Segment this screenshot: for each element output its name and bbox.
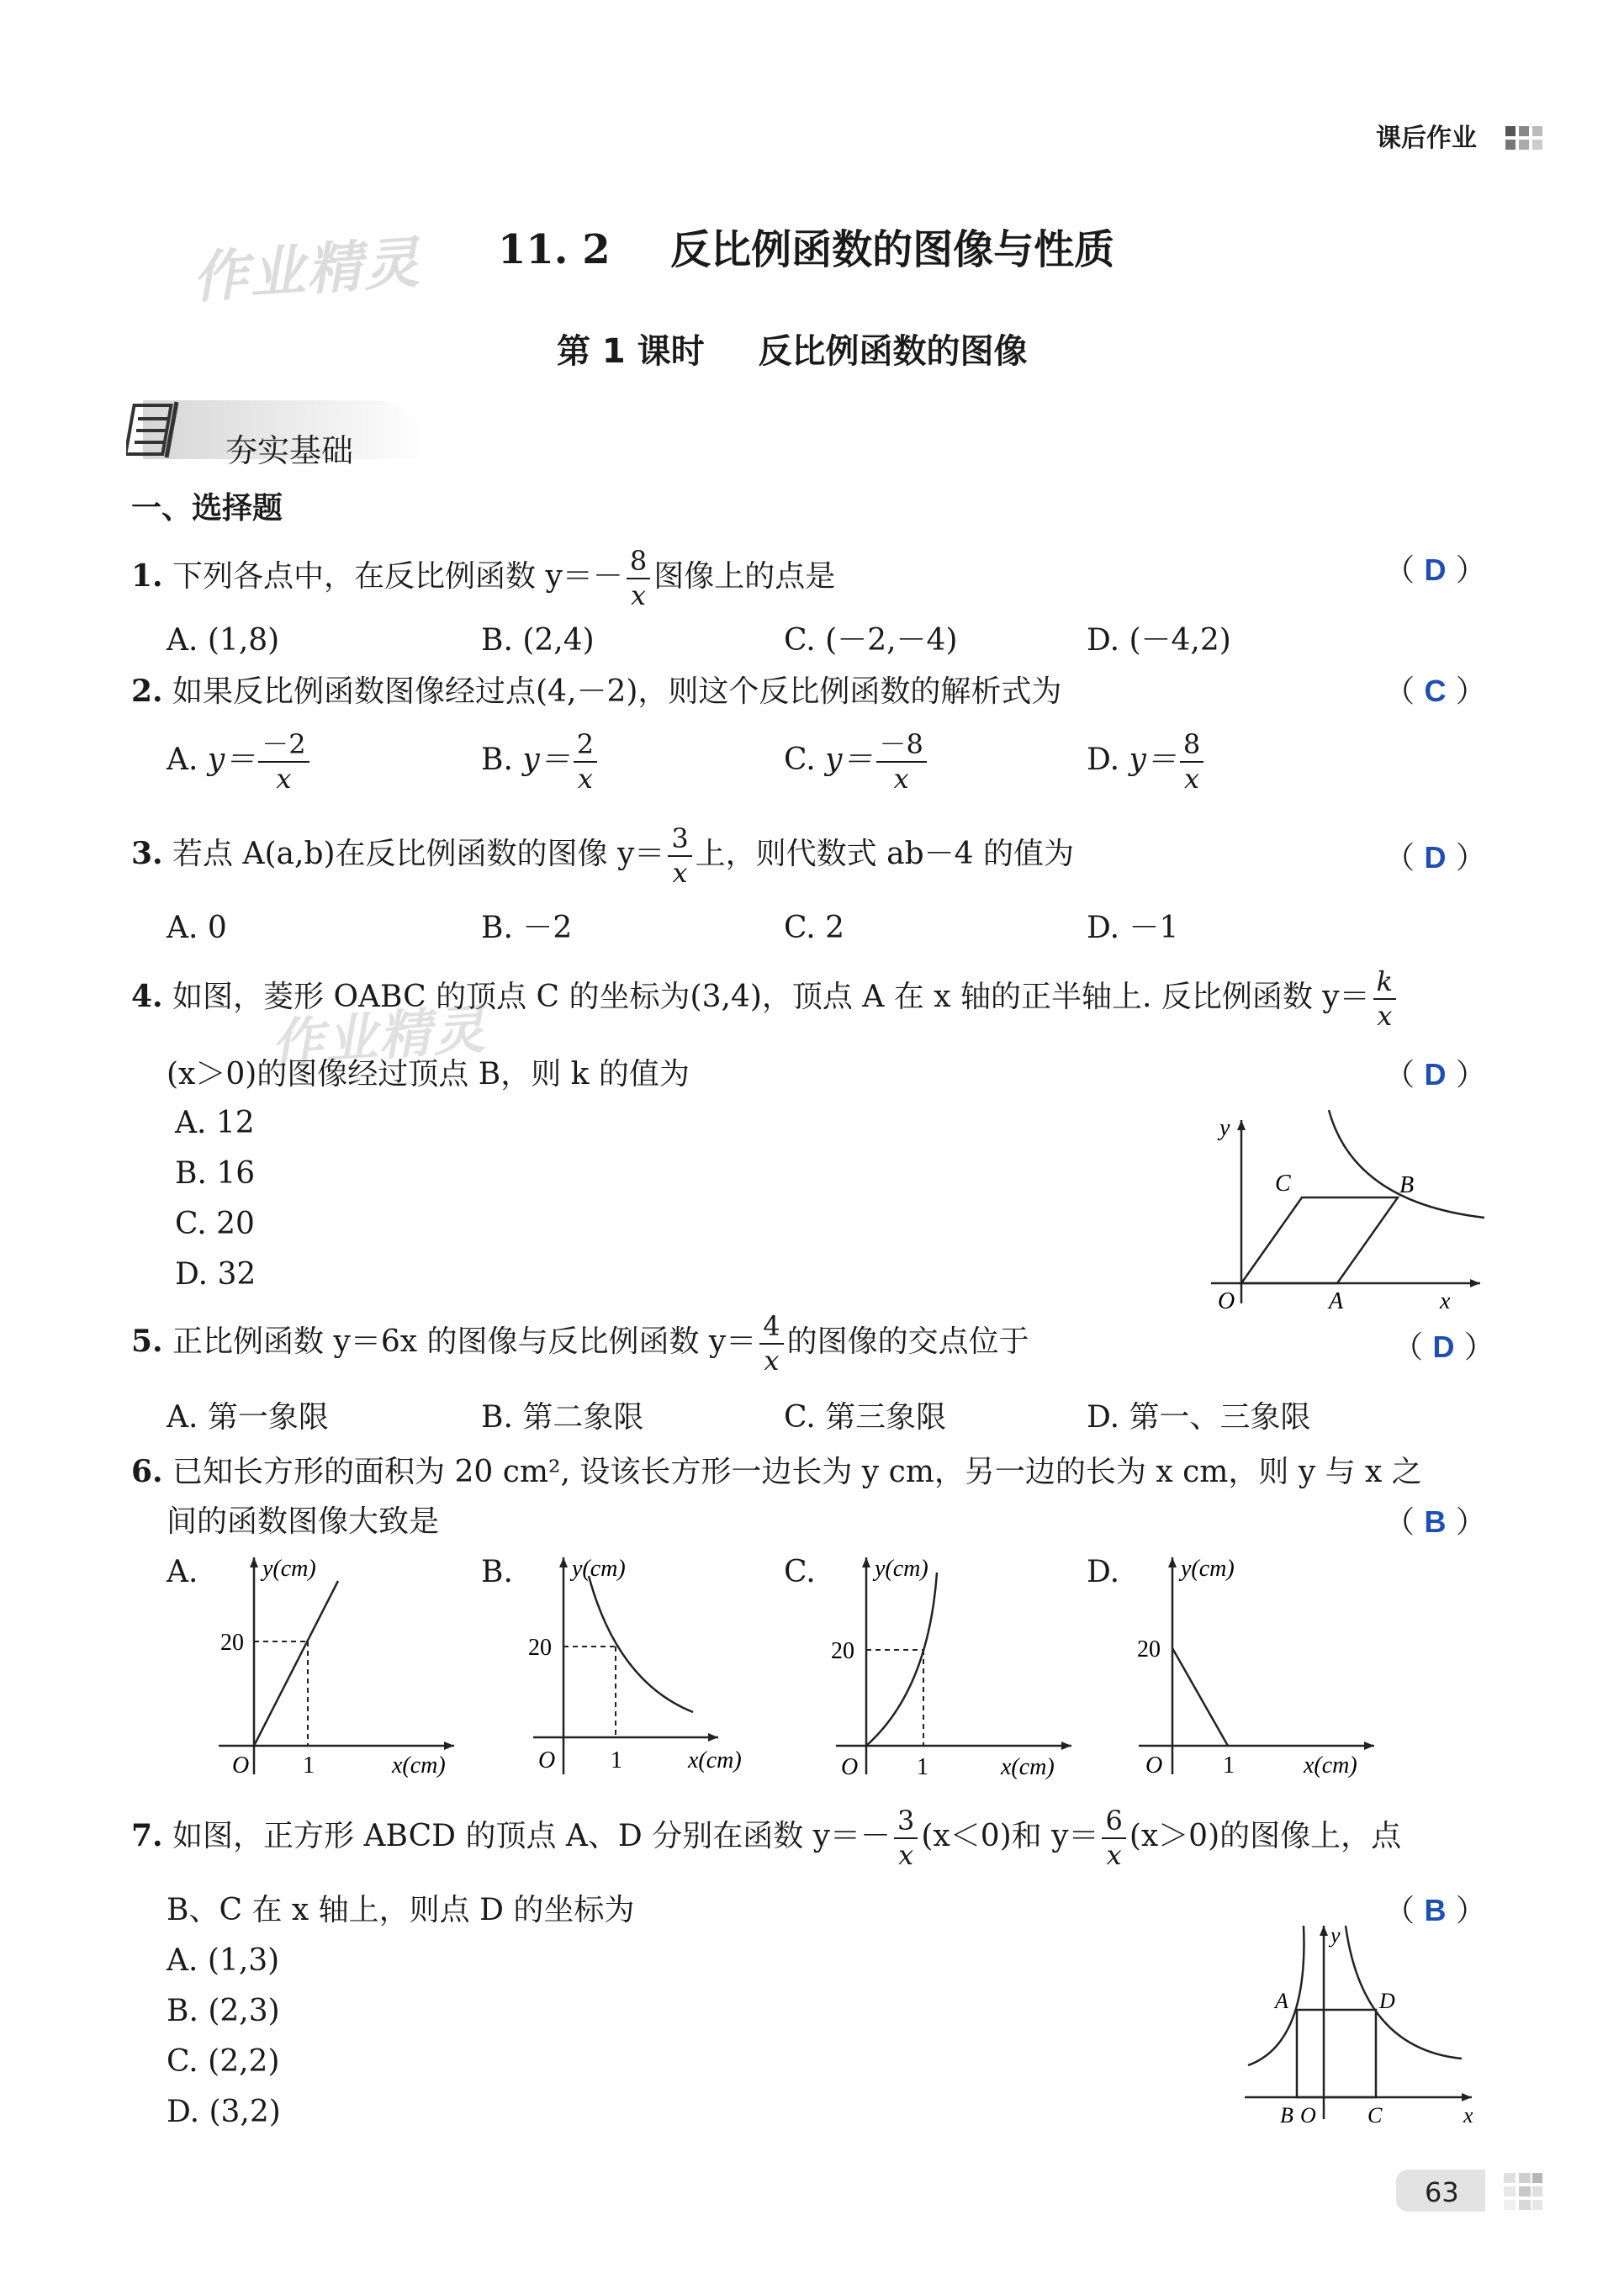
q1-option-d: D. (－4,2) bbox=[1087, 623, 1231, 658]
q6-graph-c bbox=[819, 1547, 1088, 1783]
q4-label-a: A bbox=[1329, 1288, 1344, 1314]
q1-option-c: C. (－2,－4) bbox=[784, 623, 958, 658]
q6-option-b-letter: B. bbox=[481, 1555, 513, 1589]
question-6: 6. 已知长方形的面积为 20 cm², 设该长方形一边长为 y cm，另一边的长为 x cm，则 y 与 x 之 bbox=[131, 1454, 1422, 1489]
svg-text:A: A bbox=[1275, 1989, 1288, 2013]
q3-option-d: D. －1 bbox=[1087, 911, 1179, 945]
q7-figure bbox=[1236, 1917, 1489, 2128]
q5-option-b: B. 第二象限 bbox=[481, 1400, 644, 1435]
q4-label-x: x bbox=[1440, 1288, 1451, 1314]
svg-text:O: O bbox=[841, 1754, 859, 1780]
svg-text:D: D bbox=[1379, 1989, 1395, 2013]
svg-text:20: 20 bbox=[528, 1635, 552, 1661]
question-1: 1. 下列各点中，在反比例函数 y＝－ $\frac{8}{x}$ 图像上的点是 bbox=[131, 545, 836, 612]
q2-option-d: D. y＝ $\frac{8}{x}$ bbox=[1087, 730, 1207, 794]
answer-7: （ B ） bbox=[1384, 1893, 1486, 1928]
q5-option-c: C. 第三象限 bbox=[784, 1400, 947, 1435]
q4-label-o: O bbox=[1218, 1288, 1235, 1314]
q5-option-d: D. 第一、三象限 bbox=[1087, 1400, 1311, 1435]
q2-option-b: B. y＝ $\frac{2}{x}$ bbox=[481, 730, 600, 794]
q6-graph-d bbox=[1122, 1547, 1391, 1783]
q3-option-b: B. －2 bbox=[481, 911, 573, 945]
q7-option-d: D. (3,2) bbox=[167, 2095, 281, 2129]
svg-text:C: C bbox=[1367, 2103, 1383, 2128]
question-4-line2: (x＞0)的图像经过顶点 B，则 k 的值为 bbox=[167, 1057, 690, 1092]
answer-5: （ D ） bbox=[1393, 1329, 1494, 1365]
q7-option-c: C. (2,2) bbox=[167, 2044, 280, 2079]
q6-graph-a bbox=[202, 1547, 471, 1783]
svg-text:x: x bbox=[1463, 2103, 1473, 2128]
q4-option-d: D. 32 bbox=[175, 1257, 257, 1292]
svg-text:y(cm): y(cm) bbox=[262, 1556, 316, 1582]
svg-text:O: O bbox=[1300, 2103, 1316, 2128]
q6-graph-b bbox=[516, 1547, 786, 1783]
watermark-top: 作业精灵 bbox=[190, 230, 423, 311]
q4-label-b: B bbox=[1399, 1172, 1415, 1198]
svg-text:y(cm): y(cm) bbox=[1181, 1556, 1235, 1582]
svg-text:y(cm): y(cm) bbox=[572, 1556, 626, 1582]
header-grid-icon bbox=[1505, 126, 1546, 151]
q6-option-c-letter: C. bbox=[784, 1555, 816, 1589]
banner-label: 夯实基础 bbox=[225, 432, 354, 469]
q3-option-a: A. 0 bbox=[167, 911, 227, 945]
q4-option-b: B. 16 bbox=[175, 1156, 256, 1191]
question-2: 2. 如果反比例函数图像经过点(4,－2)，则这个反比例函数的解析式为 bbox=[131, 674, 1062, 709]
q4-option-a: A. 12 bbox=[175, 1106, 255, 1140]
q7-option-a: A. (1,3) bbox=[167, 1943, 280, 1978]
q4-label-y: y bbox=[1219, 1115, 1230, 1141]
svg-text:20: 20 bbox=[831, 1638, 854, 1664]
svg-text:20: 20 bbox=[220, 1630, 244, 1656]
svg-text:x(cm): x(cm) bbox=[1001, 1754, 1055, 1780]
question-3: 3. 若点 A(a,b)在反比例函数的图像 y＝ $\frac{3}{x}$ 上，则代数式 ab－4 的值为 bbox=[131, 822, 1074, 890]
q4-figure bbox=[1194, 1110, 1497, 1320]
q4-label-c: C bbox=[1275, 1171, 1291, 1197]
question-7: 7. 如图，正方形 ABCD 的顶点 A、D 分别在函数 y＝－ $\frac{3}{x}$ (x＜0)和 y＝ $\frac{6}{x}$ (x＞0)的图像上，点 bbox=[131, 1805, 1402, 1872]
svg-text:x(cm): x(cm) bbox=[1304, 1752, 1357, 1779]
section-title-text: 反比例函数的图像与性质 bbox=[670, 226, 1115, 273]
answer-2: （ C ） bbox=[1384, 674, 1486, 709]
answer-4: （ D ） bbox=[1384, 1057, 1486, 1092]
q5-option-a: A. 第一象限 bbox=[167, 1400, 329, 1435]
svg-text:1: 1 bbox=[1223, 1752, 1235, 1779]
q4-option-c: C. 20 bbox=[175, 1207, 255, 1241]
footer-grid-icon bbox=[1504, 2173, 1544, 2210]
page-number: 63 bbox=[1425, 2176, 1459, 2208]
lesson-title bbox=[557, 325, 1028, 373]
svg-text:O: O bbox=[538, 1747, 556, 1773]
svg-text:1: 1 bbox=[303, 1752, 315, 1779]
svg-text:B: B bbox=[1280, 2103, 1293, 2128]
answer-1: （ D ） bbox=[1384, 552, 1486, 588]
question-7-line2: B、C 在 x 轴上，则点 D 的坐标为 bbox=[167, 1893, 635, 1927]
svg-text:y: y bbox=[1330, 1923, 1341, 1948]
q7-option-b: B. (2,3) bbox=[167, 1994, 280, 2028]
q2-option-a: A. y＝ $\frac{-2}{x}$ bbox=[167, 730, 313, 794]
answer-3: （ D ） bbox=[1384, 840, 1486, 875]
svg-text:x(cm): x(cm) bbox=[688, 1747, 742, 1773]
part-title: 一、选择题 bbox=[131, 491, 283, 526]
q1-option-b: B. (2,4) bbox=[481, 623, 595, 658]
svg-text:20: 20 bbox=[1137, 1636, 1161, 1662]
q3-option-c: C. 2 bbox=[784, 911, 845, 945]
q1-option-a: A. (1,8) bbox=[167, 623, 280, 658]
question-6-line2: 间的函数图像大致是 bbox=[167, 1504, 440, 1539]
question-5: 5. 正比例函数 y＝6x 的图像与反比例函数 y＝ $\frac{4}{x}$ 的图像的交点位于 bbox=[131, 1310, 1029, 1377]
watermark-middle: 作业精灵 bbox=[269, 998, 489, 1075]
svg-text:O: O bbox=[1145, 1752, 1163, 1779]
svg-text:O: O bbox=[232, 1752, 250, 1779]
question-4: 4. 如图，菱形 OABC 的顶点 C 的坐标为(3,4)，顶点 A 在 x 轴的正半轴上. 反比例函数 y＝ $\frac{k}{x}$ bbox=[131, 967, 1399, 1031]
svg-text:1: 1 bbox=[917, 1754, 928, 1780]
lesson-title-text: 反比例函数的图像 bbox=[758, 332, 1028, 371]
header-label: 课后作业 bbox=[1376, 124, 1477, 153]
q6-option-d-letter: D. bbox=[1087, 1555, 1120, 1589]
answer-6: （ B ） bbox=[1384, 1504, 1486, 1540]
section-title bbox=[498, 217, 1114, 275]
svg-text:1: 1 bbox=[611, 1747, 622, 1773]
svg-text:x(cm): x(cm) bbox=[392, 1752, 446, 1779]
q2-option-c: C. y＝ $\frac{-8}{x}$ bbox=[784, 730, 930, 794]
svg-text:y(cm): y(cm) bbox=[875, 1556, 928, 1582]
section-number: 11. 2 bbox=[498, 226, 611, 273]
lesson-number: 第 1 课时 bbox=[557, 332, 705, 371]
q6-option-a-letter: A. bbox=[167, 1555, 198, 1589]
